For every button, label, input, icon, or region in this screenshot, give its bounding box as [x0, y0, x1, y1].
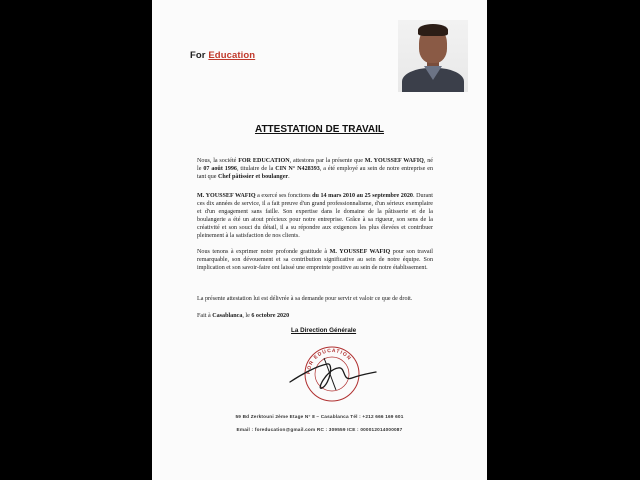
footer-contact: Email : foreducation@gmail.com RC : 309559 ICE : 000012014000087: [236, 427, 403, 432]
paragraph-identity: Nous, la société FOR EDUCATION, attestons par la présente que M. YOUSSEF WAFIQ, né le 07 août 1996, titulaire de la CIN N° N428393, a été employé au sein de notre entreprise en tant que Chef pâtissier et boulanger.: [197, 158, 434, 180]
document-page: [152, 0, 487, 480]
signatory-title: La Direction Générale: [291, 327, 357, 334]
place-date: Fait à Casablanca, le 6 octobre 2020: [197, 313, 290, 319]
logo-prefix: For: [190, 50, 206, 61]
stamp-ring-text: FOR EDUCATION: [305, 347, 353, 375]
company-logo: [190, 50, 255, 61]
stamp-signature: [282, 344, 382, 404]
logo-brand: Education: [208, 50, 256, 61]
paragraph-gratitude: Nous tenons à exprimer notre profonde gratitude à M. YOUSSEF WAFIQ pour son travail remarquable, son dévouement et sa contribution significative au sein de notre équipe. Son implication et son savoir-faire ont laissé une empreinte positive au sein de notre établissement.: [197, 249, 433, 271]
paragraph-delivery: La présente attestation lui est délivrée à sa demande pour servir et valoir ce que de droit.: [197, 296, 413, 302]
paragraph-service: M. YOUSSEF WAFIQ a exercé ses fonctions du 14 mars 2010 au 25 septembre 2020. Durant ces dix années de service, il a fait preuve d'un grand professionnalisme, d'un sérieux exemplaire et d'un engagement sans faille. Son expertise dans le domaine de la pâtisserie et de la boulangerie a été un atout précieux pour notre entreprise. Grâce à sa rigueur, son sens de la créativité et son souci du détail, il a su répondre aux exigences les plus élevées et contribuer pleinement à la satisfaction de nos clients.: [197, 193, 433, 239]
id-photo: [398, 20, 468, 92]
svg-text:FOR EDUCATION: [306, 348, 353, 374]
footer-address: 59 Bd Zerktouni 2ème Etage N° 8 – Casablanca Tél : +212 666 169 601: [235, 414, 404, 419]
document-title: ATTESTATION DE TRAVAIL: [254, 124, 385, 135]
